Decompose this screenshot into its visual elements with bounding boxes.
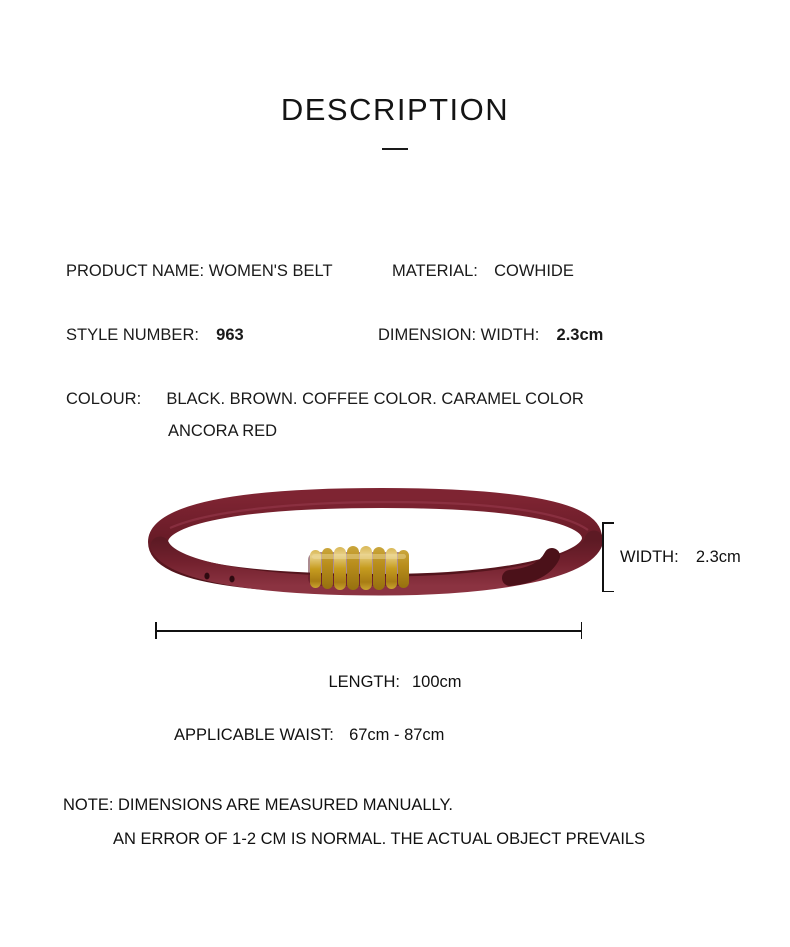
belt-hole	[204, 573, 209, 580]
width-dimension-bracket-icon	[602, 522, 616, 592]
waist-measurement	[174, 726, 444, 745]
belt-hole	[229, 576, 234, 583]
spec-row-style-number	[0, 326, 790, 390]
colour-group	[66, 390, 584, 409]
dimension-group	[378, 326, 603, 345]
width-measurement	[620, 548, 741, 567]
width-label: WIDTH:	[620, 548, 679, 566]
specs-block	[0, 262, 790, 454]
belt-product-image	[140, 480, 640, 630]
style-number-label: STYLE NUMBER:	[66, 326, 199, 344]
length-measurement	[0, 673, 790, 692]
width-value: 2.3cm	[695, 548, 741, 566]
spec-row-colour	[0, 390, 790, 454]
gold-buckle	[308, 546, 409, 590]
colour-label: COLOUR:	[66, 390, 142, 408]
colour-value-line1: BLACK. BROWN. COFFEE COLOR. CARAMEL COLOR	[166, 390, 584, 408]
length-label: LENGTH:	[328, 673, 400, 691]
waist-label: APPLICABLE WAIST:	[174, 726, 334, 744]
product-name-label: PRODUCT NAME: WOMEN'S BELT	[66, 262, 333, 280]
dimension-label: DIMENSION: WIDTH:	[378, 326, 540, 344]
material-group	[392, 262, 574, 281]
style-number-value: 963	[216, 326, 244, 344]
title-divider-icon	[382, 148, 408, 150]
length-dimension-bracket-icon	[155, 622, 582, 638]
note-line-1: NOTE: DIMENSIONS ARE MEASURED MANUALLY.	[63, 796, 453, 814]
spec-row-product-name	[0, 262, 790, 326]
dimension-value: 2.3cm	[556, 326, 604, 344]
waist-value: 67cm - 87cm	[349, 726, 445, 744]
colour-value-line2: ANCORA RED	[168, 422, 278, 440]
material-value: COWHIDE	[494, 262, 574, 280]
material-label: MATERIAL:	[392, 262, 478, 280]
length-value: 100cm	[411, 673, 462, 691]
style-number-group	[66, 326, 244, 345]
note-line-2: AN ERROR OF 1-2 CM IS NORMAL. THE ACTUAL OBJECT PREVAILS	[113, 830, 646, 848]
page-title: DESCRIPTION	[280, 92, 510, 127]
